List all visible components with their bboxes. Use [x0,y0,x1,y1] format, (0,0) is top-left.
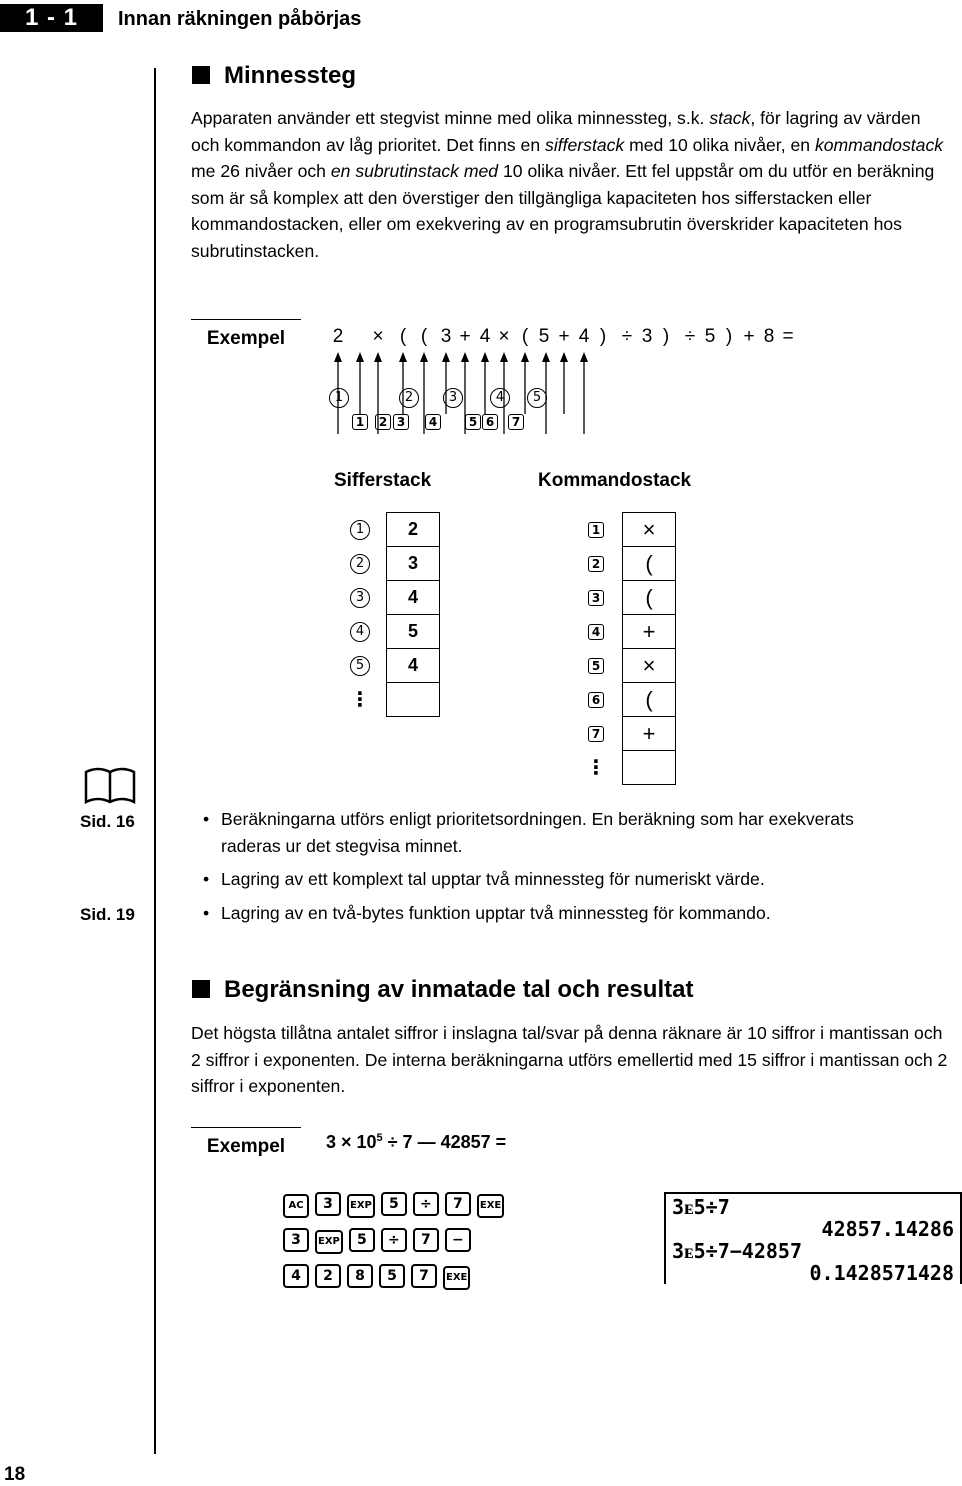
stack-row [570,649,676,683]
expression-token: 4 [578,326,590,347]
list-item: • Beräkningarna utförs enligt prioritetsordningen. En beräkning som har exekverats raderas ur det stegvisa minnet. [203,806,923,859]
calculator-key: EXE [477,1194,504,1218]
paragraph-segment: 10 olika nivåer. Ett fel uppstår om du utför en beräkning som är så komplex att den överstiger den tillgängliga kapaciteten hos sifferstacken eller kommandostacken, eller om exekvering av en programsubrutin överskrider kapaciteten hos subrutinstacken. [191,161,935,261]
calculator-key: ÷ [381,1228,407,1252]
page-ref-16[interactable]: Sid. 16 [80,812,135,831]
list-item: • Lagring av ett komplext tal upptar två minnessteg för numeriskt värde. [203,866,923,893]
section-heading-memory [192,62,356,90]
expr-exponent: 5 [376,1132,383,1144]
calculator-key: 5 [381,1192,407,1216]
arrow-head [481,352,489,362]
expression-token: × [372,326,384,347]
level-marker: 2 [350,554,370,574]
arrow-head [500,352,508,362]
stack-level [570,615,623,649]
expression-token: + [459,326,471,347]
arrow-head [420,352,428,362]
display-line: 3ᴇ5÷7 [672,1195,730,1219]
page-ref-19[interactable]: Sid. 19 [80,905,135,924]
calculator-key: 7 [411,1264,437,1288]
stack-value: × [623,649,676,683]
stack-row [334,649,440,683]
bullet-list [203,806,923,926]
stack-value: ( [623,581,676,615]
heading-square-icon [192,980,210,998]
expression-token: ( [521,326,529,347]
circle-marker: 5 [527,388,547,408]
stack-row [334,547,440,581]
expression-token: 2 [332,326,344,347]
example-expression-2 [326,1132,506,1153]
square-marker: 2 [375,414,391,430]
level-marker: 3 [588,590,604,606]
bullet-text: Lagring av en två-bytes funktion upptar två minnessteg för kommando. [221,902,771,923]
stack-level [334,581,387,615]
number-stack-table [334,512,440,717]
stack-value [387,683,440,717]
expression-token: ÷ [621,326,633,347]
book-icon [82,768,138,808]
key-row [283,1228,510,1254]
bullet-text: Beräkningarna utförs enligt prioritetsordningen. En beräkning som har exekverats raderas ur det stegvisa minnet. [221,809,854,856]
expression-token: × [498,326,510,347]
stack-value: × [623,513,676,547]
level-marker: 1 [588,522,604,538]
paragraph-segment: me 26 nivåer och [191,161,331,181]
arrow-head [542,352,550,362]
section-number-badge: 1 - 1 [0,4,103,32]
arrow-head [399,352,407,362]
square-marker: 4 [425,414,441,430]
circle-marker: 2 [399,388,419,408]
level-marker: 5 [350,656,370,676]
display-line: 0.1428571428 [809,1261,954,1285]
expression-token: 5 [538,326,550,347]
stack-level [334,513,387,547]
level-marker: 3 [350,588,370,608]
stack-row [570,547,676,581]
heading-text: Minnessteg [224,62,357,89]
square-marker: 6 [482,414,498,430]
number-stack-title: Sifferstack [334,470,432,491]
expression-token: 4 [479,326,491,347]
stack-continuation: ⋮ [350,689,370,711]
stack-level [570,683,623,717]
arrow-head [580,352,588,362]
stack-row [570,615,676,649]
paragraph-segment: Apparaten använder ett stegvist minne med olika minnessteg, s.k. [191,108,710,128]
stack-level [570,513,623,547]
level-marker: 1 [350,520,370,540]
stack-level [570,547,623,581]
circle-marker: 3 [443,388,463,408]
stack-row [334,683,440,717]
expression-token: ) [662,326,670,347]
level-marker: 5 [588,658,604,674]
arrow-head [356,352,364,362]
calculator-key: EXE [443,1266,470,1290]
command-stack-title: Kommandostack [538,470,692,491]
level-marker: 4 [350,622,370,642]
page-number: 18 [4,1464,26,1485]
memory-paragraph [191,105,953,264]
expression-token: 5 [704,326,716,347]
stack-row [570,581,676,615]
stack-level [334,649,387,683]
arrow-head [560,352,568,362]
example-label-2: Exempel [191,1127,301,1158]
key-row [283,1264,510,1290]
expression-token: ) [725,326,733,347]
command-stack-markers [320,414,580,434]
stack-value [623,751,676,785]
stack-value: 3 [387,547,440,581]
stack-row [570,683,676,717]
stack-value: 2 [387,513,440,547]
stack-row [570,513,676,547]
stack-value: + [623,717,676,751]
square-marker: 3 [393,414,409,430]
calculator-key: 3 [283,1228,309,1252]
calculator-key: 3 [315,1192,341,1216]
stack-row [334,513,440,547]
stack-value: ( [623,547,676,581]
heading-square-icon [192,66,210,84]
key-row [283,1192,510,1218]
stack-level [334,615,387,649]
arrow-head [521,352,529,362]
calculator-key: 4 [283,1264,309,1288]
limits-paragraph: Det högsta tillåtna antalet siffror i inslagna tal/svar på denna räknare är 10 siffror i mantissan och 2 siffror i exponenten. De interna beräkningarna utförs emellertid med 15 siffror i mantissan och 2 siffror i exponenten. [191,1023,948,1096]
calculator-key: 5 [349,1228,375,1252]
level-marker: 6 [588,692,604,708]
stack-level [570,717,623,751]
stack-level [334,547,387,581]
heading-text: Begränsning av inmatade tal och resultat [224,976,694,1003]
list-item: • Lagring av en två-bytes funktion upptar två minnessteg för kommando. [203,900,923,927]
stack-row [334,615,440,649]
expr-part: 3 × 10 [326,1132,377,1152]
example-label: Exempel [191,319,301,350]
paragraph-segment: stack [709,108,751,128]
number-stack-markers [320,388,580,412]
calculator-key: 2 [315,1264,341,1288]
expression-token: 8 [763,326,775,347]
stack-row [334,581,440,615]
expression-token: + [558,326,570,347]
margin-rule [154,68,156,1454]
paragraph-segment: kommandostack [814,134,944,155]
stack-continuation: ⋮ [586,757,606,779]
calculator-key: 5 [379,1264,405,1288]
stack-level [570,649,623,683]
expression-token: ( [420,326,428,347]
arrow-head [374,352,382,362]
arrow-head [461,352,469,362]
paragraph-segment: , för lagring av värden och kommandon av låg prioritet. Det finns en [191,108,921,155]
display-line: 42857.14286 [821,1217,954,1241]
square-marker: 7 [508,414,524,430]
calculator-key: 7 [413,1228,439,1252]
stack-row [570,751,676,785]
stack-value: + [623,615,676,649]
stack-value: 4 [387,581,440,615]
expression-token: ) [599,326,607,347]
calculator-key: ÷ [413,1192,439,1216]
circle-marker: 1 [329,388,349,408]
calculator-key: EXP [347,1194,375,1218]
expression-token: = [782,326,794,347]
level-marker: 4 [588,624,604,640]
square-marker: 5 [465,414,481,430]
circle-marker: 4 [490,388,510,408]
arrow-head [442,352,450,362]
stack-row [570,717,676,751]
expression-token: 3 [641,326,653,347]
paragraph-segment: en subrutinstack med [330,161,499,181]
expression-token: + [743,326,755,347]
calculator-key: EXP [315,1230,343,1254]
bullet-text: Lagring av ett komplext tal upptar två minnessteg för numeriskt värde. [221,869,765,889]
calculator-key: 7 [445,1192,471,1216]
level-marker: 7 [588,726,604,742]
key-sequence [283,1192,510,1300]
square-marker: 1 [352,414,368,430]
stack-level [570,581,623,615]
expression-token: ( [399,326,407,347]
expression-token: ÷ [684,326,696,347]
chapter-title: Innan räkningen påbörjas [118,8,362,30]
paragraph-segment: sifferstack [545,134,625,155]
level-marker: 2 [588,556,604,572]
section-heading-limits [192,976,693,1004]
paragraph-segment: med 10 olika nivåer, en [624,134,815,155]
expression-token: 3 [440,326,452,347]
stack-value: ( [623,683,676,717]
expr-part: ÷ 7 — 42857 = [382,1132,507,1152]
stack-value: 4 [387,649,440,683]
command-stack-table [570,512,676,785]
calculator-key: AC [283,1194,309,1218]
arrow-head [334,352,342,362]
calculator-display [664,1192,962,1284]
stack-value: 5 [387,615,440,649]
display-line: 3ᴇ5÷7−42857 [672,1239,802,1263]
calculator-key: − [445,1228,471,1252]
calculator-key: 8 [347,1264,373,1288]
